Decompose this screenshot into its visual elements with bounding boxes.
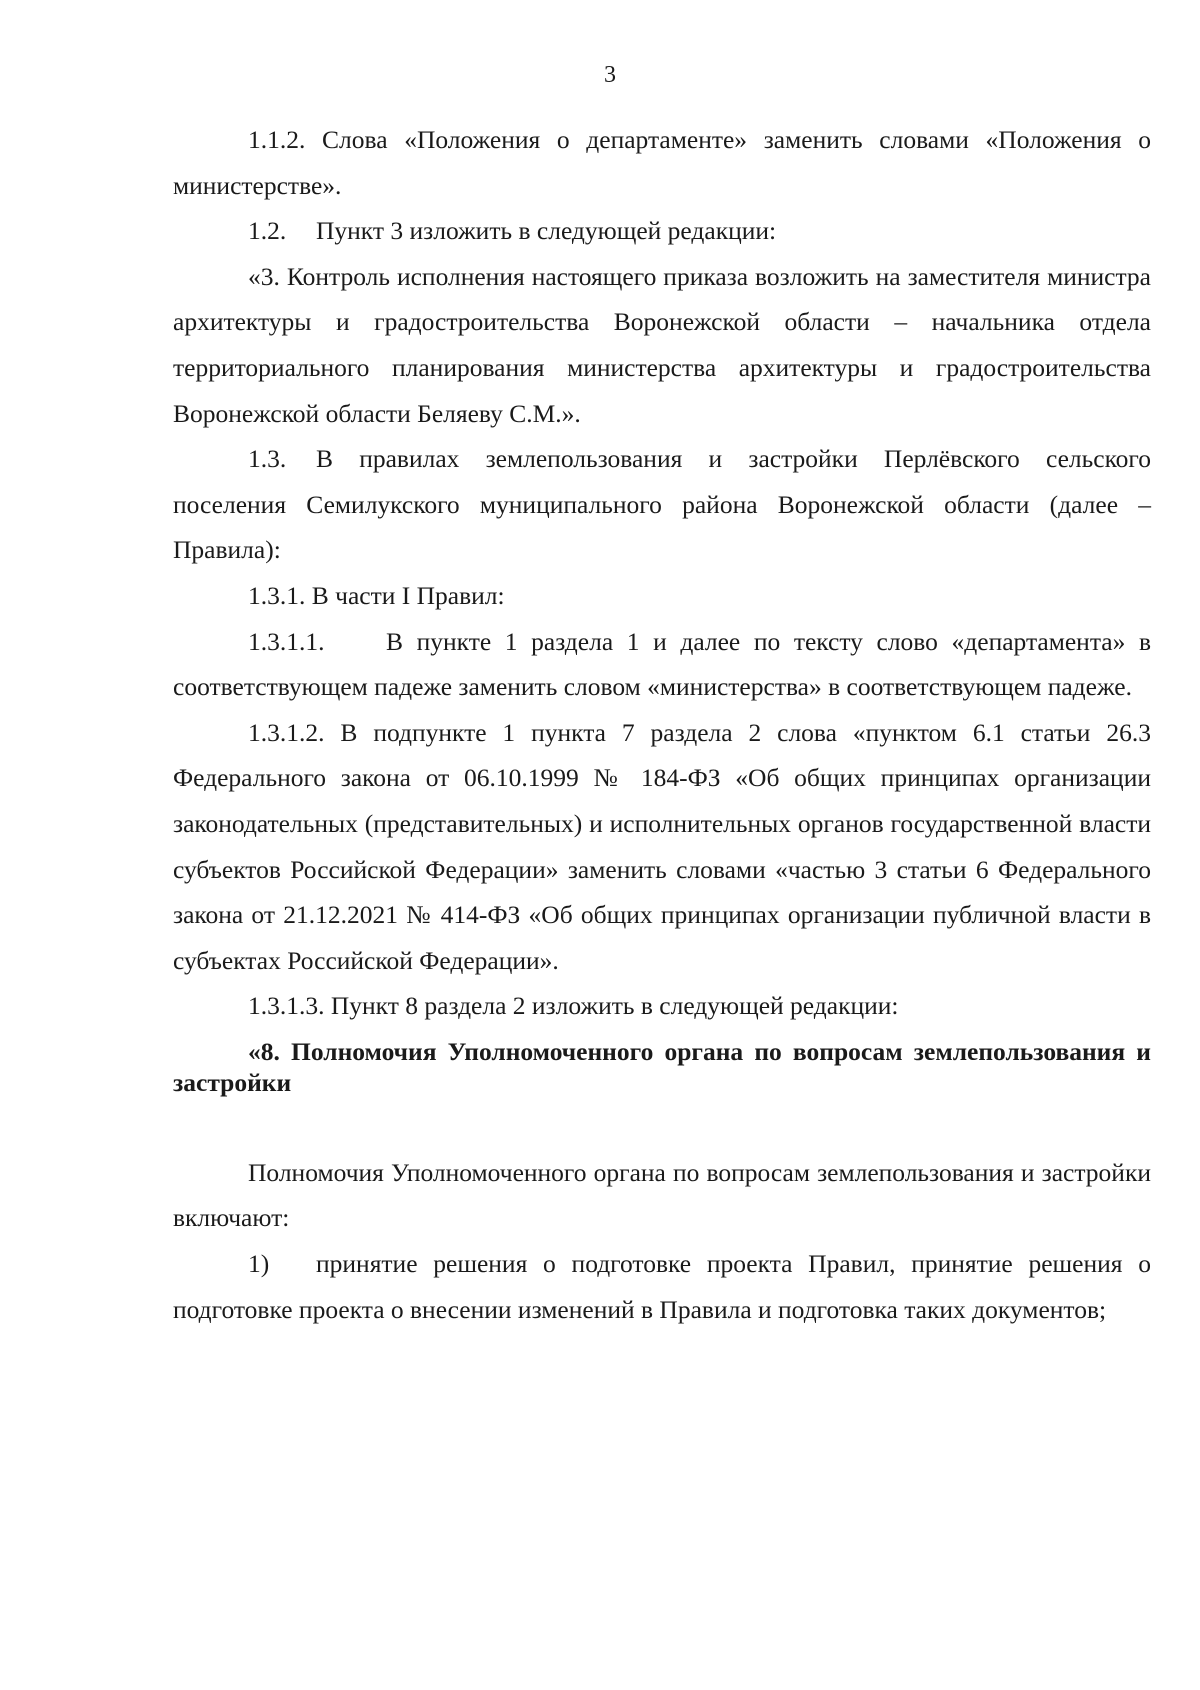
list-item-1 [173, 1241, 1151, 1332]
section-heading-8: «8. Полномочия Уполномоченного органа по вопросам землепользования и застройки [173, 1036, 1151, 1097]
spacer [173, 1098, 1151, 1150]
paragraph-1-3 [173, 436, 1151, 573]
document-body [173, 117, 1151, 1332]
paragraph-number: 1.3. [248, 444, 287, 474]
paragraph-text: В пункте 1 раздела 1 и далее по тексту слово «департамента» в соответствующем падеже заменить словом «министерства» в соответствующем падеже. [173, 626, 1151, 702]
paragraph-text: Пункт 3 изложить в следующей редакции: [316, 216, 777, 246]
list-item-number: 1) [248, 1249, 270, 1279]
paragraph-1-3-1: 1.3.1. В части I Правил: [248, 580, 505, 610]
paragraph-1-3-1-2: 1.3.1.2. В подпункте 1 пункта 7 раздела 2 слова «пунктом 6.1 статьи 26.3 Федерального закона от 06.10.1999 № 184-ФЗ «Об общих принципах организации законодательных (представительных) и исполнительных органов государственной власти субъектов Российской Федерации» заменить словами «частью 3 статьи 6 Федерального закона от 21.12.2021 № 414-ФЗ «Об общих принципах организации публичной власти в субъектах Российской Федерации». [173, 717, 1151, 975]
paragraph-1-2 [173, 208, 1151, 254]
paragraph-number: 1.2. [248, 216, 287, 246]
paragraph-text: В правилах землепользования и застройки Перлёвского сельского поселения Семилукского муниципального района Воронежской области (далее – Правила): [173, 444, 1151, 565]
list-item-text: принятие решения о подготовке проекта Правил, принятие решения о подготовке проекта о внесении изменений в Правила и подготовка таких документов; [173, 1249, 1151, 1324]
paragraph-quote-3: «3. Контроль исполнения настоящего приказа возложить на заместителя министра архитектуры и градостроительства Воронежской области – начальника отдела территориального планирования министерства архитектуры и градостроительства Воронежской области Беляеву С.М.». [173, 261, 1151, 428]
paragraph-1-3-1-3: 1.3.1.3. Пункт 8 раздела 2 изложить в следующей редакции: [248, 991, 899, 1021]
page-number: 3 [604, 62, 616, 88]
paragraph-number: 1.3.1.1. [248, 626, 325, 656]
paragraph-1-1-2: 1.1.2. Слова «Положения о департаменте» заменить словами «Положения о министерстве». [173, 125, 1151, 200]
paragraph-powers-intro: Полномочия Уполномоченного органа по вопросам землепользования и застройки включают: [173, 1157, 1151, 1233]
paragraph-1-3-1-1 [173, 619, 1151, 710]
